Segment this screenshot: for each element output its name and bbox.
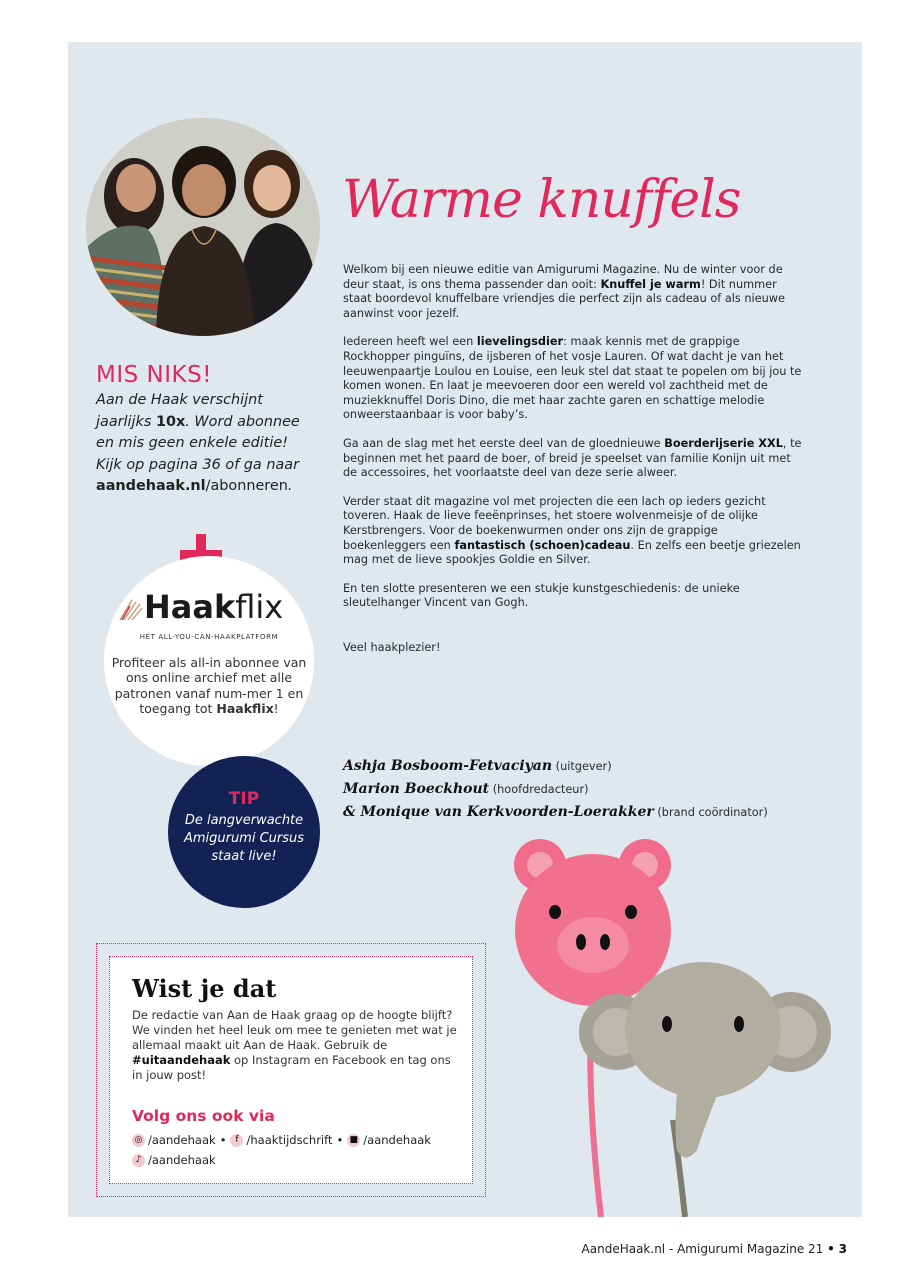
social-tiktok[interactable]: ♪ /aandehaak — [132, 1153, 216, 1167]
tip-text: De langverwachte Amigurumi Cursus staat live! — [183, 813, 305, 864]
misniks-text: Aan de Haak verschijnt jaarlijks 10x. Word abonnee en mis geen enkele editie! Kijk op pagina 36 of ga naar aandehaak.nl/abonneren. — [96, 392, 300, 494]
paragraph: En ten slotte presenteren we een stukje kunstgeschiedenis: de unieke sleutelhanger Vincent van Gogh. — [343, 581, 740, 610]
editorial-body — [343, 263, 803, 669]
haakflix-text: Profiteer als all-in abonnee van ons online archief met alle patronen vanaf num-mer 1 en toegang tot Haakflix! — [111, 655, 307, 717]
signature-line: & Monique van Kerkvoorden-Loerakker (brand coördinator) — [343, 804, 768, 820]
page-title: Warme knuffels — [342, 170, 741, 230]
tip-heading: TIP — [228, 789, 260, 809]
facebook-icon: f — [230, 1134, 243, 1147]
instagram-icon: ◎ — [132, 1134, 145, 1147]
signature-line: Ashja Bosboom-Fetvaciyan (uitgever) — [343, 758, 612, 774]
paragraph: Ga aan de slag met het eerste deel van de gloednieuwe Boerderijserie XXL, te beginnen met het paard de boer, of breid je speelset van familie Konijn uit met de accessoires, het voorlaatste deel van deze serie alweer. — [343, 436, 802, 480]
paragraph: Iedereen heeft wel een lievelingsdier: maak kennis met de grappige Rockhopper pinguïns, de ijsberen of het vosje Lauren. Of wat dacht je van het leeuwenpaartje Loulou en Louise, een leuk stel dat staat te popelen om bij jou te komen wonen. En laat je meevoeren door een wereld vol zachtheid met de muziekknuffel Doris Dino, die met haar zachte garen en schattige melodie onweerstaanbaar is voor baby’s. — [343, 335, 802, 422]
wist-text: De redactie van Aan de Haak graag op de hoogte blijft? We vinden het heel leuk om mee te genieten met wat je allemaal maakt uit Aan de Haak. Gebruik de #uitaandehaak op Instagram en Facebook en tag ons in jouw post! — [132, 1008, 457, 1082]
page-footer: AandeHaak.nl - Amigurumi Magazine 21 • 3 — [581, 1242, 847, 1256]
social-row — [132, 1153, 216, 1167]
haakflix-tagline: HÉT ALL-YOU-CAN-HAAKPLATFORM — [139, 633, 279, 641]
crochet-toys-image — [505, 820, 845, 1217]
paragraph: Welkom bij een nieuwe editie van Amigurumi Magazine. Nu de winter voor de deur staat, is ons thema passender dan ooit: Knuffel je warm! Dit nummer staat boordevol knuffelbare vriendjes die perfect zijn als cadeau of als nieuwe aanwinst voor jezelf. — [343, 263, 785, 320]
haakflix-logo[interactable]: Haakflix — [118, 588, 283, 626]
follow-heading: Volg ons ook via — [132, 1107, 275, 1125]
social-facebook[interactable]: f /haaktijdschrift — [230, 1133, 332, 1147]
social-row: ◎ /aandehaak • f /haaktijdschrift • ■ /aandehaak — [132, 1133, 431, 1147]
signatures — [343, 755, 768, 824]
page-number: 3 — [838, 1242, 847, 1256]
video-icon: ■ — [347, 1134, 360, 1147]
paragraph: Verder staat dit magazine vol met projecten die een lach op ieders gezicht toveren. Haak de lieve feeënprinses, het stoere wolvenmeisje of de olijke Kerstbrengers. Voor de boekenwurmen onder ons zijn de grappige boekenleggers een fantastisch (schoen)cadeau. En zelfs een beetje griezelen mag met de lieve spookjes Goldie en Silver. — [343, 494, 801, 567]
social-instagram[interactable]: ◎ /aandehaak — [132, 1133, 216, 1147]
wist-heading: Wist je dat — [132, 974, 277, 1003]
tiktok-icon: ♪ — [132, 1154, 145, 1167]
team-photo — [86, 118, 320, 336]
subscribe-link[interactable]: aandehaak.nl/abonneren — [96, 478, 288, 494]
yarn-strands-icon — [118, 596, 144, 620]
signature-line: Marion Boeckhout (hoofdredacteur) — [343, 781, 589, 797]
closing-line: Veel haakplezier! — [343, 640, 441, 654]
social-video[interactable]: ■ /aandehaak — [347, 1133, 431, 1147]
misniks-heading: MIS NIKS! — [96, 362, 212, 388]
